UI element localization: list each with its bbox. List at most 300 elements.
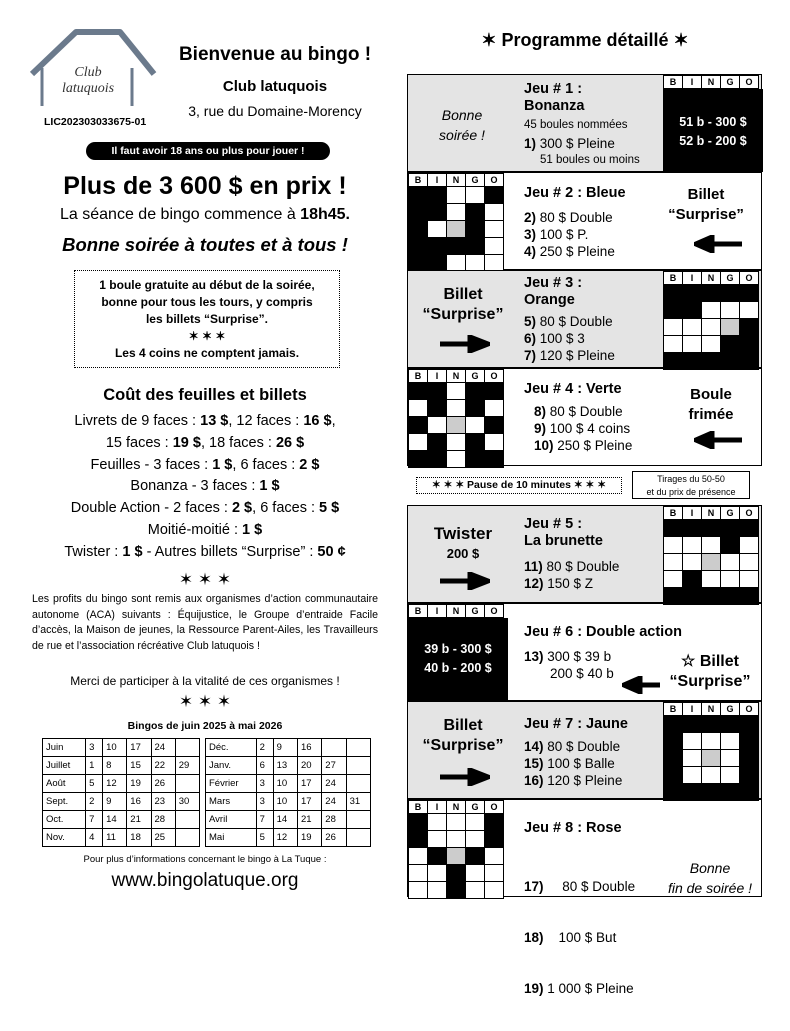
bingo-cell	[664, 767, 683, 784]
calendar-row	[206, 829, 371, 847]
bingo-cell	[664, 588, 683, 605]
bingo-letter: N	[702, 703, 721, 716]
bingo-letter: G	[466, 801, 485, 814]
calendar-day: 28	[322, 811, 346, 829]
calendar-day: 19	[127, 775, 151, 793]
bingo-letter: B	[409, 370, 428, 383]
game-8-title: Jeu # 8 : Rose	[524, 820, 622, 836]
calendar-day	[346, 739, 370, 757]
bingo-cell	[740, 353, 759, 370]
bingo-cell	[428, 255, 447, 272]
calendar-day: 19	[297, 829, 321, 847]
bingo-cell	[664, 733, 683, 750]
bingo-cell	[721, 750, 740, 767]
arrow-right-icon	[438, 335, 490, 353]
bingo-card-game-4	[408, 369, 504, 468]
bingo-cell	[409, 865, 428, 882]
bingo-letter: O	[485, 801, 504, 814]
logo-text-latuquois: latuquois	[61, 81, 115, 96]
bingo-cell	[485, 865, 504, 882]
bingo-cell	[721, 571, 740, 588]
calendar-row	[43, 757, 200, 775]
game-1-sub: 45 boules nommées	[524, 119, 628, 131]
bingo-cell	[683, 588, 702, 605]
calendar-day: 23	[151, 793, 175, 811]
calendar-day: 17	[297, 775, 321, 793]
bingo-cell	[721, 520, 740, 537]
bingo-cell	[740, 767, 759, 784]
bingo-card-game-5	[663, 506, 759, 605]
bingo-cell	[740, 716, 759, 733]
bingo-letter: I	[683, 272, 702, 285]
bingo-cell	[409, 848, 428, 865]
calendar-day: 24	[322, 793, 346, 811]
game-2-surprise: Billet “Surprise”	[668, 186, 744, 223]
bingo-cell	[447, 434, 466, 451]
bingo-cell	[702, 520, 721, 537]
bingo-cell	[447, 255, 466, 272]
calendar-day	[346, 829, 370, 847]
bingo-card-game-1: B I N G O	[663, 75, 759, 89]
calendar-day: 22	[151, 757, 175, 775]
calendar-month: Février	[206, 775, 257, 793]
website-link[interactable]: www.bingolatuque.org	[111, 870, 299, 891]
arrow-left-icon	[694, 431, 744, 449]
bingo-cell	[664, 336, 683, 353]
calendar-day	[175, 829, 199, 847]
bingo-cell	[447, 831, 466, 848]
logo-text-club: Club	[74, 65, 102, 80]
calendar-day: 2	[86, 793, 103, 811]
game-2-panel	[407, 172, 762, 270]
calendar-day	[322, 739, 346, 757]
game-1-sub2: 51 boules ou moins	[540, 154, 640, 166]
calendar-day: 16	[297, 739, 321, 757]
bingo-cell	[683, 784, 702, 801]
bingo-cell	[721, 353, 740, 370]
bingo-letter: O	[485, 370, 504, 383]
bingo-cell	[683, 537, 702, 554]
bingo-cell	[466, 187, 485, 204]
calendar-month: Août	[43, 775, 86, 793]
bingo-cell	[664, 319, 683, 336]
calendar-day: 10	[103, 739, 127, 757]
calendar-row	[206, 793, 371, 811]
calendar-day	[175, 775, 199, 793]
calendar-month: Janv.	[206, 757, 257, 775]
calendar-row	[206, 811, 371, 829]
bingo-cell	[721, 302, 740, 319]
calendar-title: Bingos de juin 2025 à mai 2026	[127, 720, 283, 732]
bingo-cell	[428, 383, 447, 400]
bingo-letter: B	[409, 801, 428, 814]
bingo-cell	[740, 750, 759, 767]
bingo-cell	[485, 451, 504, 468]
game-4-prizes: 8) 80 $ Double 9) 100 $ 4 coins 10) 250 $ Pleine	[534, 404, 633, 453]
calendar-day: 17	[127, 739, 151, 757]
prizes-headline: Plus de 3 600 $ en prix !	[63, 172, 347, 200]
bingo-cell	[466, 400, 485, 417]
bingo-cell	[702, 716, 721, 733]
bingo-letter: I	[428, 801, 447, 814]
bingo-cell	[447, 204, 466, 221]
bingo-cell	[409, 238, 428, 255]
calendar-row	[43, 793, 200, 811]
welcome-title: Bienvenue au bingo !	[178, 44, 372, 65]
bingo-cell	[428, 187, 447, 204]
bingo-cell	[721, 554, 740, 571]
bingo-letter: O	[740, 703, 759, 716]
bingo-cell	[428, 848, 447, 865]
calendar-month: Juillet	[43, 757, 86, 775]
bingo-cell	[485, 255, 504, 272]
game-6-double-block: 39 b - 300 $ 40 b - 200 $	[408, 618, 508, 701]
game-1-bonanza-block: 51 b - 300 $ 52 b - 200 $	[663, 89, 763, 172]
bingo-cell	[721, 588, 740, 605]
costs-list: Livrets de 9 faces : 13 $, 12 faces : 16 $, 15 faces : 19 $, 18 faces : 26 $ Feuilles - 3 faces : 1 $, 6 faces : 2 $ Bonanza - 3 faces : 1 $ Double Action - 2 faces : 2 $, 6 faces : 5 $ Moitié-moitié : 1 $ Twister : 1 $ - Autres billets “Surprise” : 50 ¢	[64, 413, 346, 560]
bingo-letter: N	[447, 370, 466, 383]
bingo-cell	[664, 353, 683, 370]
game-1-side-text: Bonne soirée !	[439, 107, 485, 143]
bingo-cell	[447, 882, 466, 899]
bingo-cell	[664, 750, 683, 767]
bingo-cell	[683, 716, 702, 733]
stars-divider-2: ✶ ✶ ✶	[178, 692, 232, 711]
bingo-letter: I	[683, 507, 702, 520]
bingo-cell	[409, 882, 428, 899]
bingo-card-game-7	[663, 702, 759, 801]
bingo-cell	[428, 831, 447, 848]
bingo-cell	[466, 204, 485, 221]
bingo-cell	[485, 848, 504, 865]
bingo-letter: O	[485, 174, 504, 187]
bingo-cell	[485, 221, 504, 238]
bingo-cell	[466, 882, 485, 899]
calendar-day: 7	[256, 811, 273, 829]
calendar-day: 3	[256, 775, 273, 793]
bingo-cell	[447, 383, 466, 400]
bingo-cell	[485, 383, 504, 400]
bingo-cell	[409, 400, 428, 417]
bingo-cell	[447, 848, 466, 865]
bingo-cell	[485, 417, 504, 434]
bingo-cell	[409, 814, 428, 831]
calendar-day: 8	[103, 757, 127, 775]
bingo-cell	[702, 767, 721, 784]
bingo-cell	[683, 336, 702, 353]
bingo-cell	[447, 187, 466, 204]
bingo-cell	[664, 554, 683, 571]
game-4-title: Jeu # 4 : Verte	[524, 381, 622, 397]
game-5-title: Jeu # 5 : La brunette	[524, 516, 603, 549]
calendar-row	[206, 757, 371, 775]
calendar-day: 14	[103, 811, 127, 829]
calendar-day: 26	[151, 775, 175, 793]
bingo-cell	[740, 554, 759, 571]
bingo-cell	[409, 451, 428, 468]
bingo-cell	[428, 814, 447, 831]
bingo-cell	[664, 302, 683, 319]
bingo-cell	[466, 814, 485, 831]
bingo-cell	[428, 238, 447, 255]
bingo-cell	[702, 319, 721, 336]
club-name: Club latuquois	[222, 78, 328, 95]
game-8-panel	[407, 799, 762, 996]
game-6-panel	[407, 603, 762, 701]
bingo-cell	[740, 733, 759, 750]
calendar-month: Mars	[206, 793, 257, 811]
bingo-cell	[428, 434, 447, 451]
calendar-day: 26	[322, 829, 346, 847]
bingo-cell	[740, 319, 759, 336]
club-logo	[28, 28, 158, 108]
bingo-cell	[485, 814, 504, 831]
bingo-cell	[409, 204, 428, 221]
calendar-day: 10	[273, 793, 297, 811]
bingo-cell	[702, 302, 721, 319]
bingo-cell	[428, 400, 447, 417]
calendar-month: Sept.	[43, 793, 86, 811]
bingo-cell	[485, 187, 504, 204]
bingo-cell	[466, 417, 485, 434]
profits-text: Les profits du bingo sont remis aux organismes d’action communautaire autonome (ACA) suivants : Équijustice, le Groupe d’entraide Facile d’accès, la Maison de jeunes, la Ressource Parent-Ailes, les Travailleurs de rue et l’association récréative Club latuquois !	[32, 593, 378, 652]
bingo-cell	[721, 767, 740, 784]
calendar-day: 9	[273, 739, 297, 757]
calendar-row	[43, 811, 200, 829]
bingo-cell	[447, 451, 466, 468]
bingo-cell	[683, 554, 702, 571]
bingo-cell	[683, 319, 702, 336]
bingo-card-game-8	[408, 800, 504, 899]
bingo-cell	[485, 204, 504, 221]
club-address: 3, rue du Domaine-Morency	[188, 103, 362, 119]
game-7-prizes: 14) 80 $ Double 15) 100 $ Balle 16) 120 $ Pleine	[524, 739, 623, 788]
bingo-cell	[485, 400, 504, 417]
bingo-cell	[683, 767, 702, 784]
bingo-cell	[664, 520, 683, 537]
game-8-prizes: 17) 80 $ Double 18) 100 $ But 19) 1 000 $ Pleine	[524, 879, 636, 996]
bingo-cell	[447, 221, 466, 238]
bingo-cell	[721, 336, 740, 353]
bingo-card-game-2	[408, 173, 504, 272]
bingo-cell	[409, 383, 428, 400]
calendar-day: 13	[273, 757, 297, 775]
bingo-letter: O	[740, 507, 759, 520]
license-number: LIC202303033675-01	[44, 116, 147, 128]
bingo-cell	[428, 417, 447, 434]
age-notice: Il faut avoir 18 ans ou plus pour jouer !	[86, 142, 330, 160]
bingo-letter: I	[428, 174, 447, 187]
bingo-cell	[702, 554, 721, 571]
calendar-day: 27	[322, 757, 346, 775]
calendar-day: 21	[127, 811, 151, 829]
bingo-cell	[466, 238, 485, 255]
calendar-month: Déc.	[206, 739, 257, 757]
bingo-cell	[740, 537, 759, 554]
calendar-day: 11	[103, 829, 127, 847]
program-title: ✶ Programme détaillé ✶	[481, 30, 689, 50]
bingo-cell	[466, 848, 485, 865]
bingo-cell	[740, 588, 759, 605]
free-ball-box: 1 boule gratuite au début de la soirée, bonne pour tous les tours, y compris les billets “Surprise”. ✶ ✶ ✶ Les 4 coins ne comptent jamais.	[74, 270, 340, 368]
bingo-cell	[466, 221, 485, 238]
calendar-day: 2	[256, 739, 273, 757]
game-7-title: Jeu # 7 : Jaune	[524, 716, 628, 732]
calendar-month: Avril	[206, 811, 257, 829]
bingo-cell	[721, 784, 740, 801]
game-5-prizes: 11) 80 $ Double 12) 150 $ Z	[524, 559, 620, 591]
pause-banner: ✶ ✶ ✶ Pause de 10 minutes ✶ ✶ ✶	[416, 477, 622, 494]
calendar-day: 12	[103, 775, 127, 793]
bingo-cell	[664, 784, 683, 801]
bingo-cell	[466, 434, 485, 451]
bingo-letter: I	[428, 370, 447, 383]
bingo-cell	[485, 882, 504, 899]
game-6-surprise: ☆ Billet “Surprise”	[669, 653, 751, 690]
calendar-day: 7	[86, 811, 103, 829]
bingo-cell	[683, 302, 702, 319]
stars-divider: ✶ ✶ ✶	[178, 570, 232, 589]
bingo-cell	[447, 417, 466, 434]
calendar-day: 21	[297, 811, 321, 829]
calendar-day: 28	[151, 811, 175, 829]
calendar-day	[346, 811, 370, 829]
calendar-day: 6	[256, 757, 273, 775]
bingo-letter: N	[702, 272, 721, 285]
calendar-row	[43, 829, 200, 847]
bingo-cell	[702, 336, 721, 353]
arrow-right-icon	[438, 768, 490, 786]
calendar-day: 3	[86, 739, 103, 757]
bingo-letter: G	[466, 174, 485, 187]
bingo-cell	[409, 831, 428, 848]
calendar-month: Oct.	[43, 811, 86, 829]
calendar-day: 18	[127, 829, 151, 847]
bingo-letter: G	[721, 507, 740, 520]
game-7-panel	[407, 701, 762, 799]
bingo-cell	[485, 238, 504, 255]
bingo-letter: G	[721, 703, 740, 716]
bingo-cell	[447, 400, 466, 417]
bingo-letter: I	[683, 703, 702, 716]
calendar-day: 20	[297, 757, 321, 775]
calendar-month: Mai	[206, 829, 257, 847]
info-text: Pour plus d’informations concernant le bingo à La Tuque :	[83, 854, 327, 865]
bingo-cell	[428, 221, 447, 238]
wish-line: Bonne soirée à toutes et à tous !	[62, 234, 348, 255]
bingo-cell	[740, 336, 759, 353]
bingo-cell	[683, 285, 702, 302]
costs-title: Coût des feuilles et billets	[103, 386, 307, 404]
bingo-card-game-6: B I N G O	[408, 604, 504, 618]
calendar-day: 15	[127, 757, 151, 775]
game-3-panel	[407, 270, 762, 368]
game-6-prizes: 13) 300 $ 39 b 200 $ 40 b	[524, 649, 614, 681]
bingo-cell	[721, 716, 740, 733]
calendar-day: 29	[175, 757, 199, 775]
bingo-cell	[740, 571, 759, 588]
calendar-day: 30	[175, 793, 199, 811]
bingo-cell	[485, 434, 504, 451]
bingo-cell	[428, 451, 447, 468]
game-2-prizes: 2) 80 $ Double 3) 100 $ P. 4) 250 $ Pleine	[524, 210, 615, 259]
bingo-cell	[485, 831, 504, 848]
bingo-cell	[683, 520, 702, 537]
bingo-letter: B	[664, 703, 683, 716]
bingo-letter: G	[466, 370, 485, 383]
bingo-cell	[702, 750, 721, 767]
calendar-day: 9	[103, 793, 127, 811]
bingo-cell	[409, 221, 428, 238]
calendar-day	[346, 757, 370, 775]
bingo-cell	[664, 571, 683, 588]
calendar-table-right	[205, 738, 371, 847]
calendar-day: 14	[273, 811, 297, 829]
bingo-cell	[702, 571, 721, 588]
bingo-cell	[428, 204, 447, 221]
calendar-day: 5	[86, 775, 103, 793]
bingo-letter: B	[409, 174, 428, 187]
arrow-left-icon	[622, 676, 662, 694]
calendar-row	[43, 739, 200, 757]
calendar-day	[175, 739, 199, 757]
bingo-cell	[702, 784, 721, 801]
bingo-cell	[428, 882, 447, 899]
arrow-right-icon	[438, 572, 490, 590]
calendar-day: 1	[86, 757, 103, 775]
calendar-day: 24	[151, 739, 175, 757]
calendar-day: 16	[127, 793, 151, 811]
bingo-letter: B	[664, 507, 683, 520]
draws-box: Tirages du 50-50 et du prix de présence	[632, 471, 750, 499]
game-8-side: Bonne fin de soirée !	[667, 860, 753, 896]
game-3-prizes: 5) 80 $ Double 6) 100 $ 3 7) 120 $ Pleine	[524, 314, 615, 363]
bingo-cell	[664, 716, 683, 733]
calendar-row	[206, 739, 371, 757]
bingo-cell	[409, 255, 428, 272]
game-4-side: Boule frimée	[688, 386, 734, 423]
calendar-day: 25	[151, 829, 175, 847]
calendar-month: Juin	[43, 739, 86, 757]
calendar-day	[346, 775, 370, 793]
bingo-card-game-3	[663, 271, 759, 370]
game-1-title: Jeu # 1 : Bonanza	[524, 81, 585, 114]
bingo-cell	[740, 784, 759, 801]
bingo-cell	[683, 571, 702, 588]
game-4-panel	[407, 368, 762, 466]
start-time-line: La séance de bingo commence à 18h45.	[60, 206, 350, 223]
calendar-day: 4	[86, 829, 103, 847]
bingo-cell	[447, 865, 466, 882]
bingo-cell	[721, 319, 740, 336]
calendar-day: 24	[322, 775, 346, 793]
bingo-cell	[721, 285, 740, 302]
calendar-day: 5	[256, 829, 273, 847]
bingo-cell	[466, 383, 485, 400]
bingo-cell	[466, 451, 485, 468]
bingo-cell	[740, 285, 759, 302]
bingo-cell	[702, 588, 721, 605]
calendar-day: 12	[273, 829, 297, 847]
calendar-row	[43, 775, 200, 793]
bingo-letter: B	[664, 272, 683, 285]
bingo-cell	[466, 831, 485, 848]
calendar-day	[175, 811, 199, 829]
bingo-cell	[664, 285, 683, 302]
game-3-surprise: Billet “Surprise”	[422, 286, 504, 323]
bingo-letter: G	[721, 272, 740, 285]
game-5-twister: Twister 200 $	[433, 524, 493, 561]
